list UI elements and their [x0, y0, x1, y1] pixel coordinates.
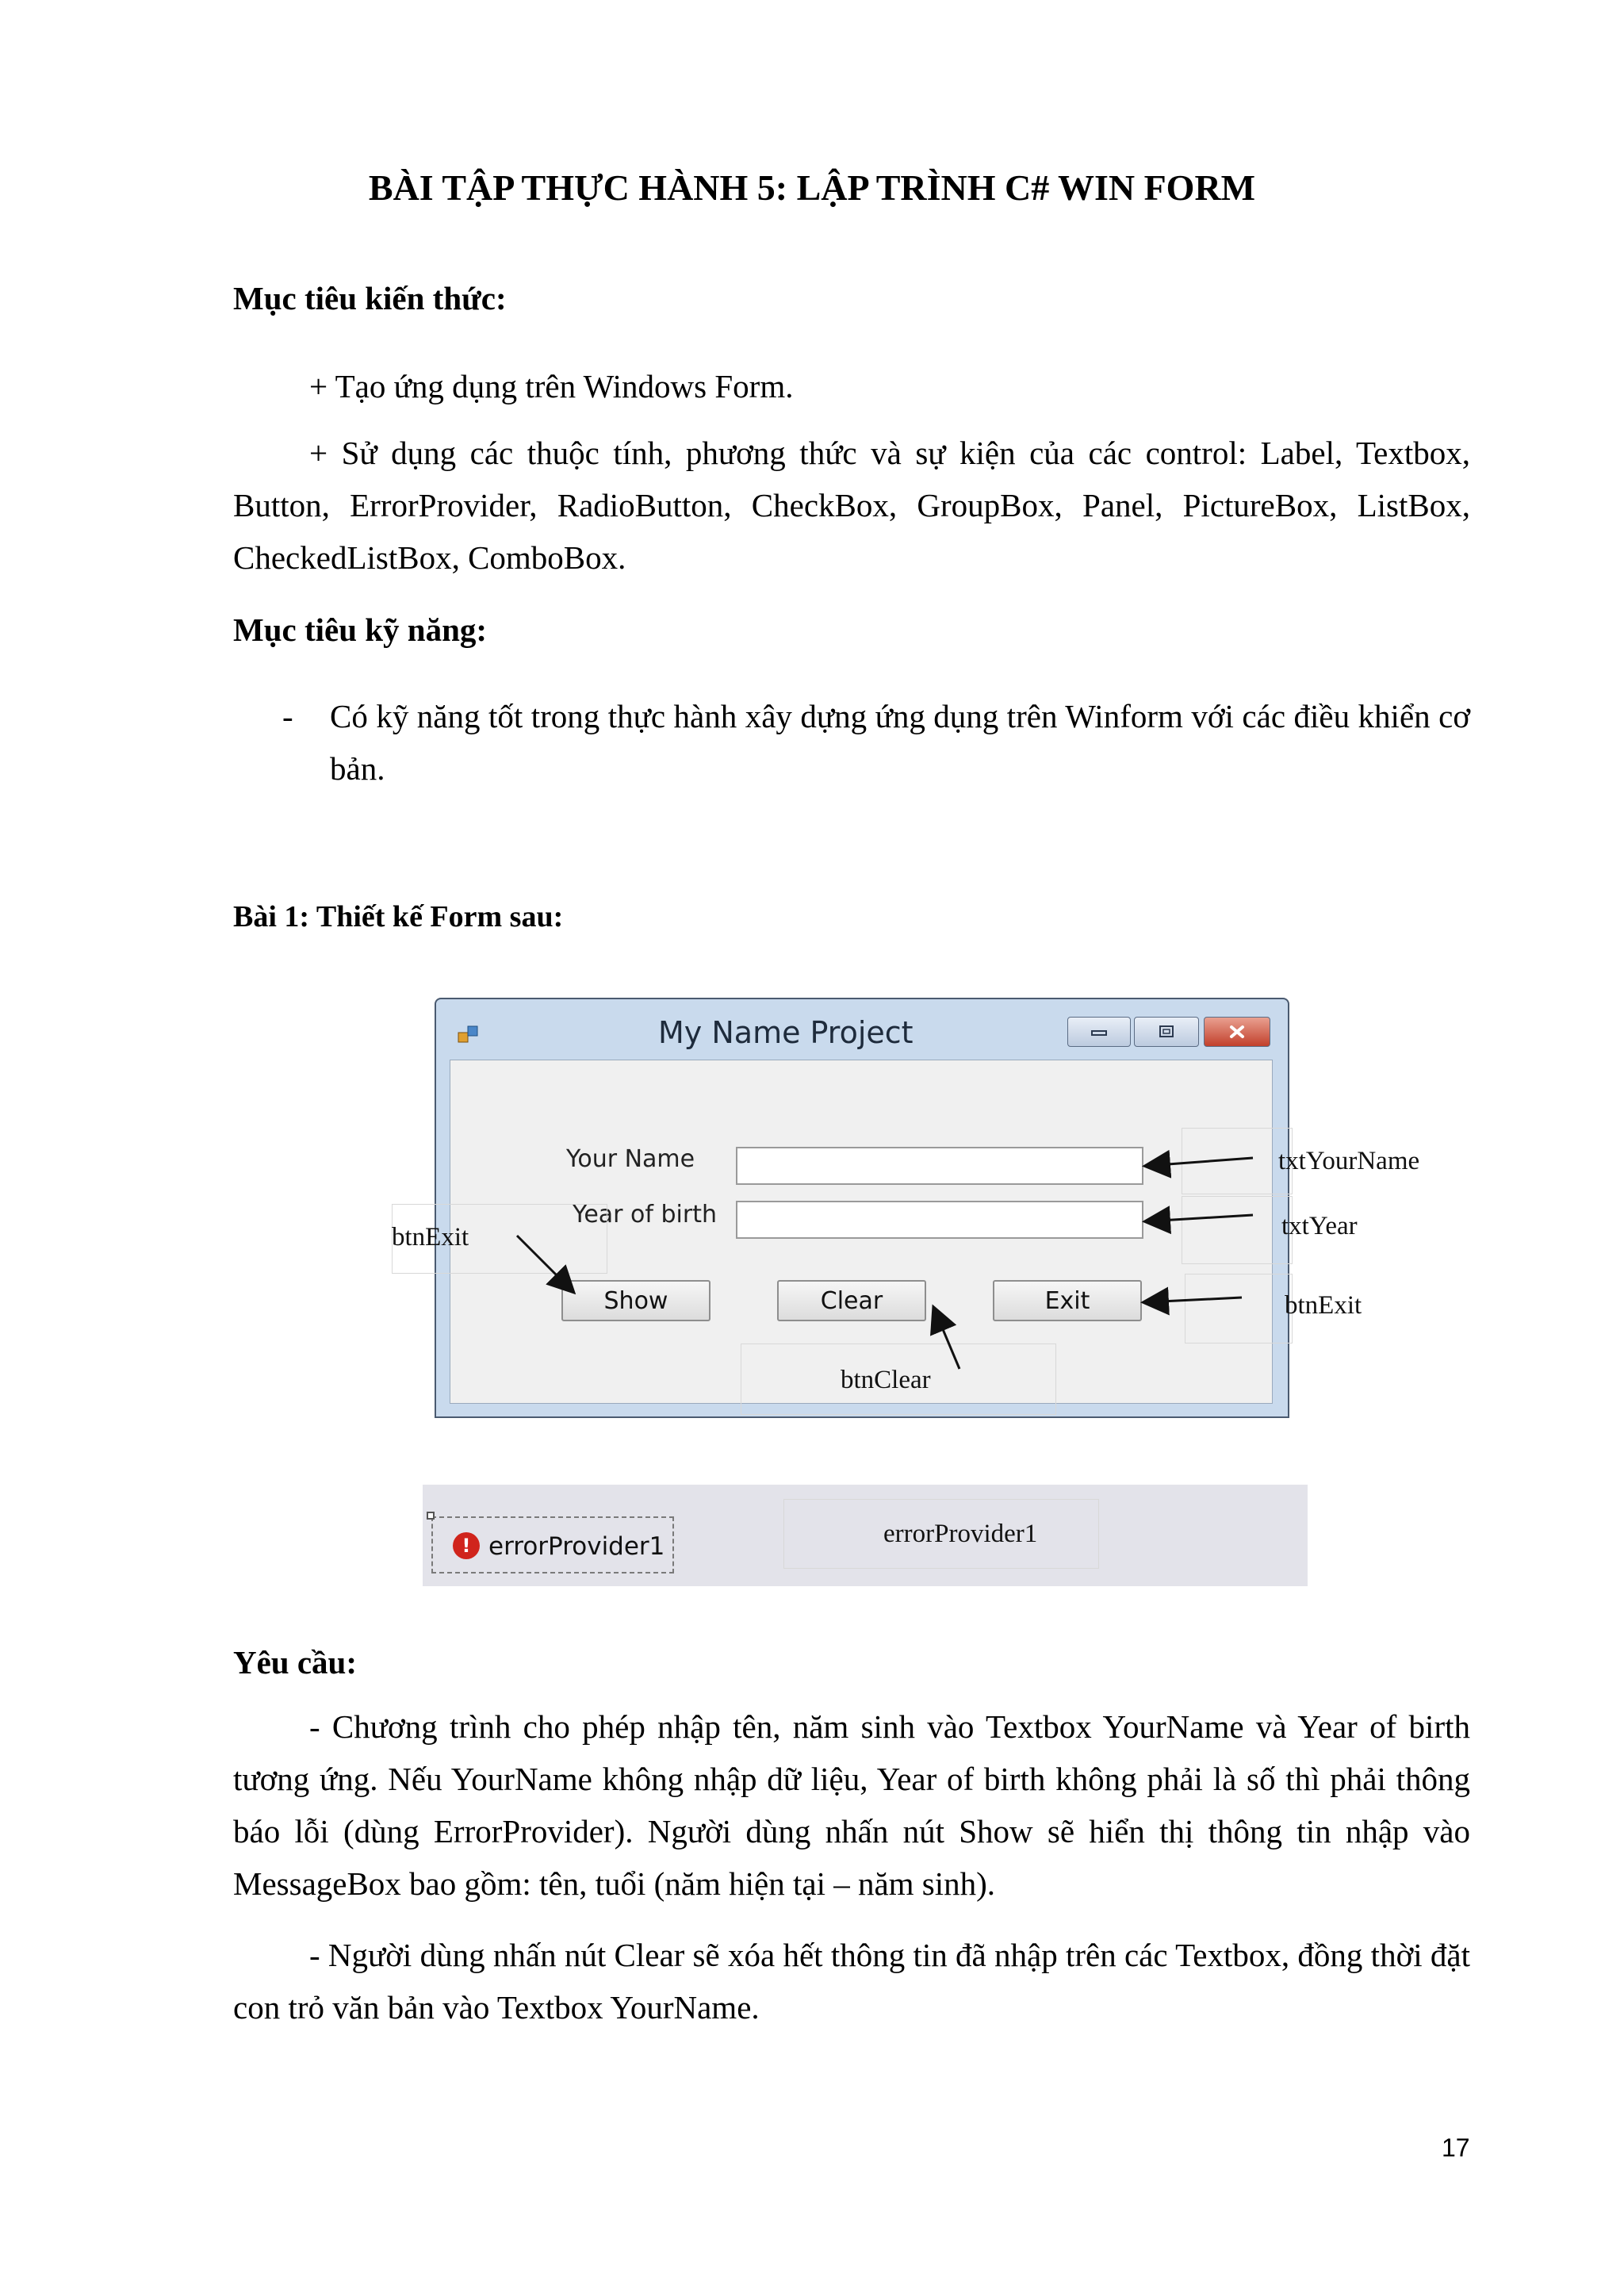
annotation-btnexit: btnExit — [1285, 1291, 1362, 1320]
annotation-btnclear: btnClear — [841, 1366, 931, 1394]
annotation-txtyourname: txtYourName — [1278, 1147, 1420, 1175]
knowledge-heading: Mục tiêu kiến thức: — [233, 280, 507, 316]
knowledge-item-2: + Sử dụng các thuộc tính, phương thức và sự kiện của các control: Label, Textbox, Button, ErrorProvider, RadioButton, CheckBox, GroupBox, Panel, PictureBox, ListBox, CheckedListBox, ComboBox. — [233, 435, 1470, 576]
exercise-heading: Bài 1: Thiết kế Form sau: — [233, 900, 564, 933]
exit-button[interactable]: Exit — [993, 1280, 1142, 1321]
requirement-item-1: - Chương trình cho phép nhập tên, năm sinh vào Textbox YourName và Year of birth tương ứng. Nếu YourName không nhập dữ liệu, Year of birth không phải là số thì phải thông báo lỗi (dùng ErrorProvider). Người dùng nhấn nút Show sẽ hiển thị thông tin nhập vào MessageBox bao gồm: tên, tuổi (năm hiện tại – năm sinh). — [233, 1708, 1470, 1902]
annotation-btnexit-left: btnExit — [392, 1223, 469, 1251]
arrow-btnexit — [1145, 1297, 1242, 1302]
show-button[interactable]: Show — [561, 1280, 710, 1321]
skills-heading: Mục tiêu kỹ năng: — [233, 611, 488, 648]
label-year-of-birth: Year of birth — [573, 1201, 717, 1228]
skills-bullet: - — [282, 698, 293, 734]
arrow-btnclear — [934, 1309, 959, 1369]
selection-handle — [427, 1512, 435, 1520]
errorprovider-label: errorProvider1 — [488, 1532, 665, 1561]
page-title: BÀI TẬP THỰC HÀNH 5: LẬP TRÌNH C# WIN FORM — [368, 167, 1256, 208]
requirement-item-2: - Người dùng nhấn nút Clear sẽ xóa hết thông tin đã nhập trên các Textbox, đồng thời đặt con trỏ văn bản vào Textbox YourName. — [233, 1937, 1470, 2026]
clear-button[interactable]: Clear — [777, 1280, 926, 1321]
error-icon: ! — [453, 1532, 480, 1559]
arrow-txtyear — [1147, 1215, 1253, 1221]
requirements-heading: Yêu cầu: — [233, 1644, 358, 1681]
knowledge-item-1: + Tạo ứng dụng trên Windows Form. — [309, 368, 794, 404]
label-your-name: Your Name — [566, 1145, 695, 1173]
arrow-btnexit-left — [517, 1236, 573, 1291]
arrow-txtyourname — [1147, 1158, 1253, 1166]
skills-item: Có kỹ năng tốt trong thực hành xây dựng ứng dụng trên Winform với các điều khiển cơ bản. — [330, 698, 1470, 787]
annotation-errorprovider: errorProvider1 — [883, 1520, 1038, 1548]
page-number: 17 — [1442, 2133, 1470, 2162]
window-title: My Name Project — [658, 1015, 914, 1050]
annotation-txtyear: txtYear — [1281, 1212, 1358, 1240]
